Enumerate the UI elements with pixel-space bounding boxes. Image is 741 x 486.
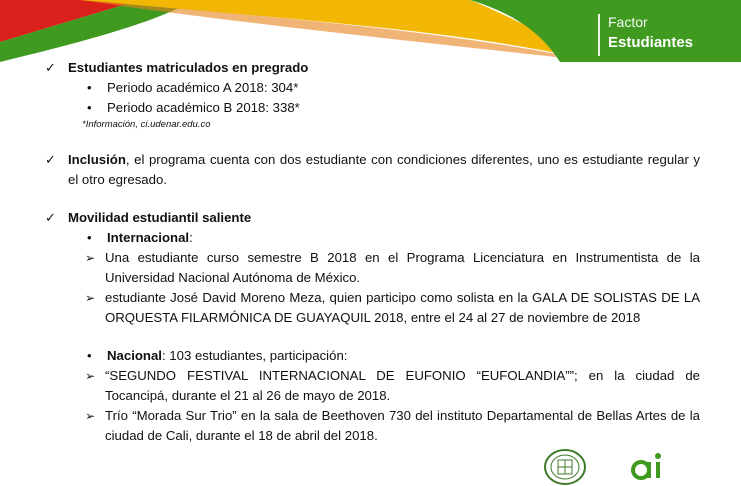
section-movilidad [45, 208, 700, 228]
arrow-icon: ➢ [85, 369, 96, 383]
source-note: *Información, ci.udenar.edu.co [82, 119, 211, 130]
list-item [45, 366, 700, 406]
list-item [45, 98, 700, 118]
factor-label: Factor [608, 14, 648, 30]
arrow-icon: ➢ [85, 409, 96, 423]
movilidad-title: Movilidad estudiantil saliente [68, 210, 252, 225]
check-icon: ✓ [45, 210, 56, 225]
matriculados-title: Estudiantes matriculados en pregrado [68, 60, 309, 75]
item-text: “SEGUNDO FESTIVAL INTERNACIONAL DE EUFONIO “EUFOLANDIA””; en la ciudad de Tocancipá, durante el 21 al 26 de mayo de 2018. [105, 368, 700, 403]
main-content [45, 58, 700, 446]
list-item [45, 288, 700, 328]
check-icon: ✓ [45, 60, 56, 75]
ai-logo [630, 448, 666, 484]
section-matriculados [45, 58, 700, 78]
nacional-label: Nacional [107, 348, 162, 363]
list-item [45, 248, 700, 288]
bullet-icon: • [87, 100, 92, 115]
estudiantes-label: Estudiantes [608, 34, 694, 51]
internacional-label: Internacional [107, 230, 190, 245]
item-text: estudiante José David Moreno Meza, quien participo como solista en la GALA DE SOLISTAS DE LA ORQUESTA FILARMÓNICA DE GUAYAQUIL 2018, entre el 24 al 27 de noviembre de 2018 [105, 290, 700, 325]
bullet-icon: • [87, 80, 92, 95]
divider [598, 14, 600, 56]
inclusion-title: Inclusión [68, 152, 126, 167]
bullet-icon: • [87, 348, 92, 363]
item-text: Trío “Morada Sur Trio” en la sala de Beethoven 730 del instituto Departamental de Bellas Artes de la ciudad de Cali, durante el 18 de abril del 2018. [105, 408, 700, 443]
item-text: Una estudiante curso semestre B 2018 en el Programa Licenciatura en Instrumentista de la Universidad Nacional Autónoma de México. [105, 250, 700, 285]
list-item [45, 78, 700, 98]
nacional-heading [45, 346, 700, 366]
seal-logo [543, 448, 587, 486]
section-inclusion [45, 150, 700, 190]
item-text: Periodo académico A 2018: 304* [107, 80, 299, 95]
bullet-icon: • [87, 230, 92, 245]
arrow-icon: ➢ [85, 251, 96, 265]
factor-title-box [598, 12, 728, 58]
item-text: Periodo académico B 2018: 338* [107, 100, 300, 115]
arrow-icon: ➢ [85, 291, 96, 305]
internacional-heading: • Internacional: [45, 228, 700, 248]
inclusion-text: , el programa cuenta con dos estudiante con condiciones diferentes, uno es estudiante regular y el otro egresado. [68, 152, 700, 187]
nacional-text: : 103 estudiantes, participación: [161, 348, 348, 363]
list-item [45, 406, 700, 446]
check-icon: ✓ [45, 152, 56, 167]
